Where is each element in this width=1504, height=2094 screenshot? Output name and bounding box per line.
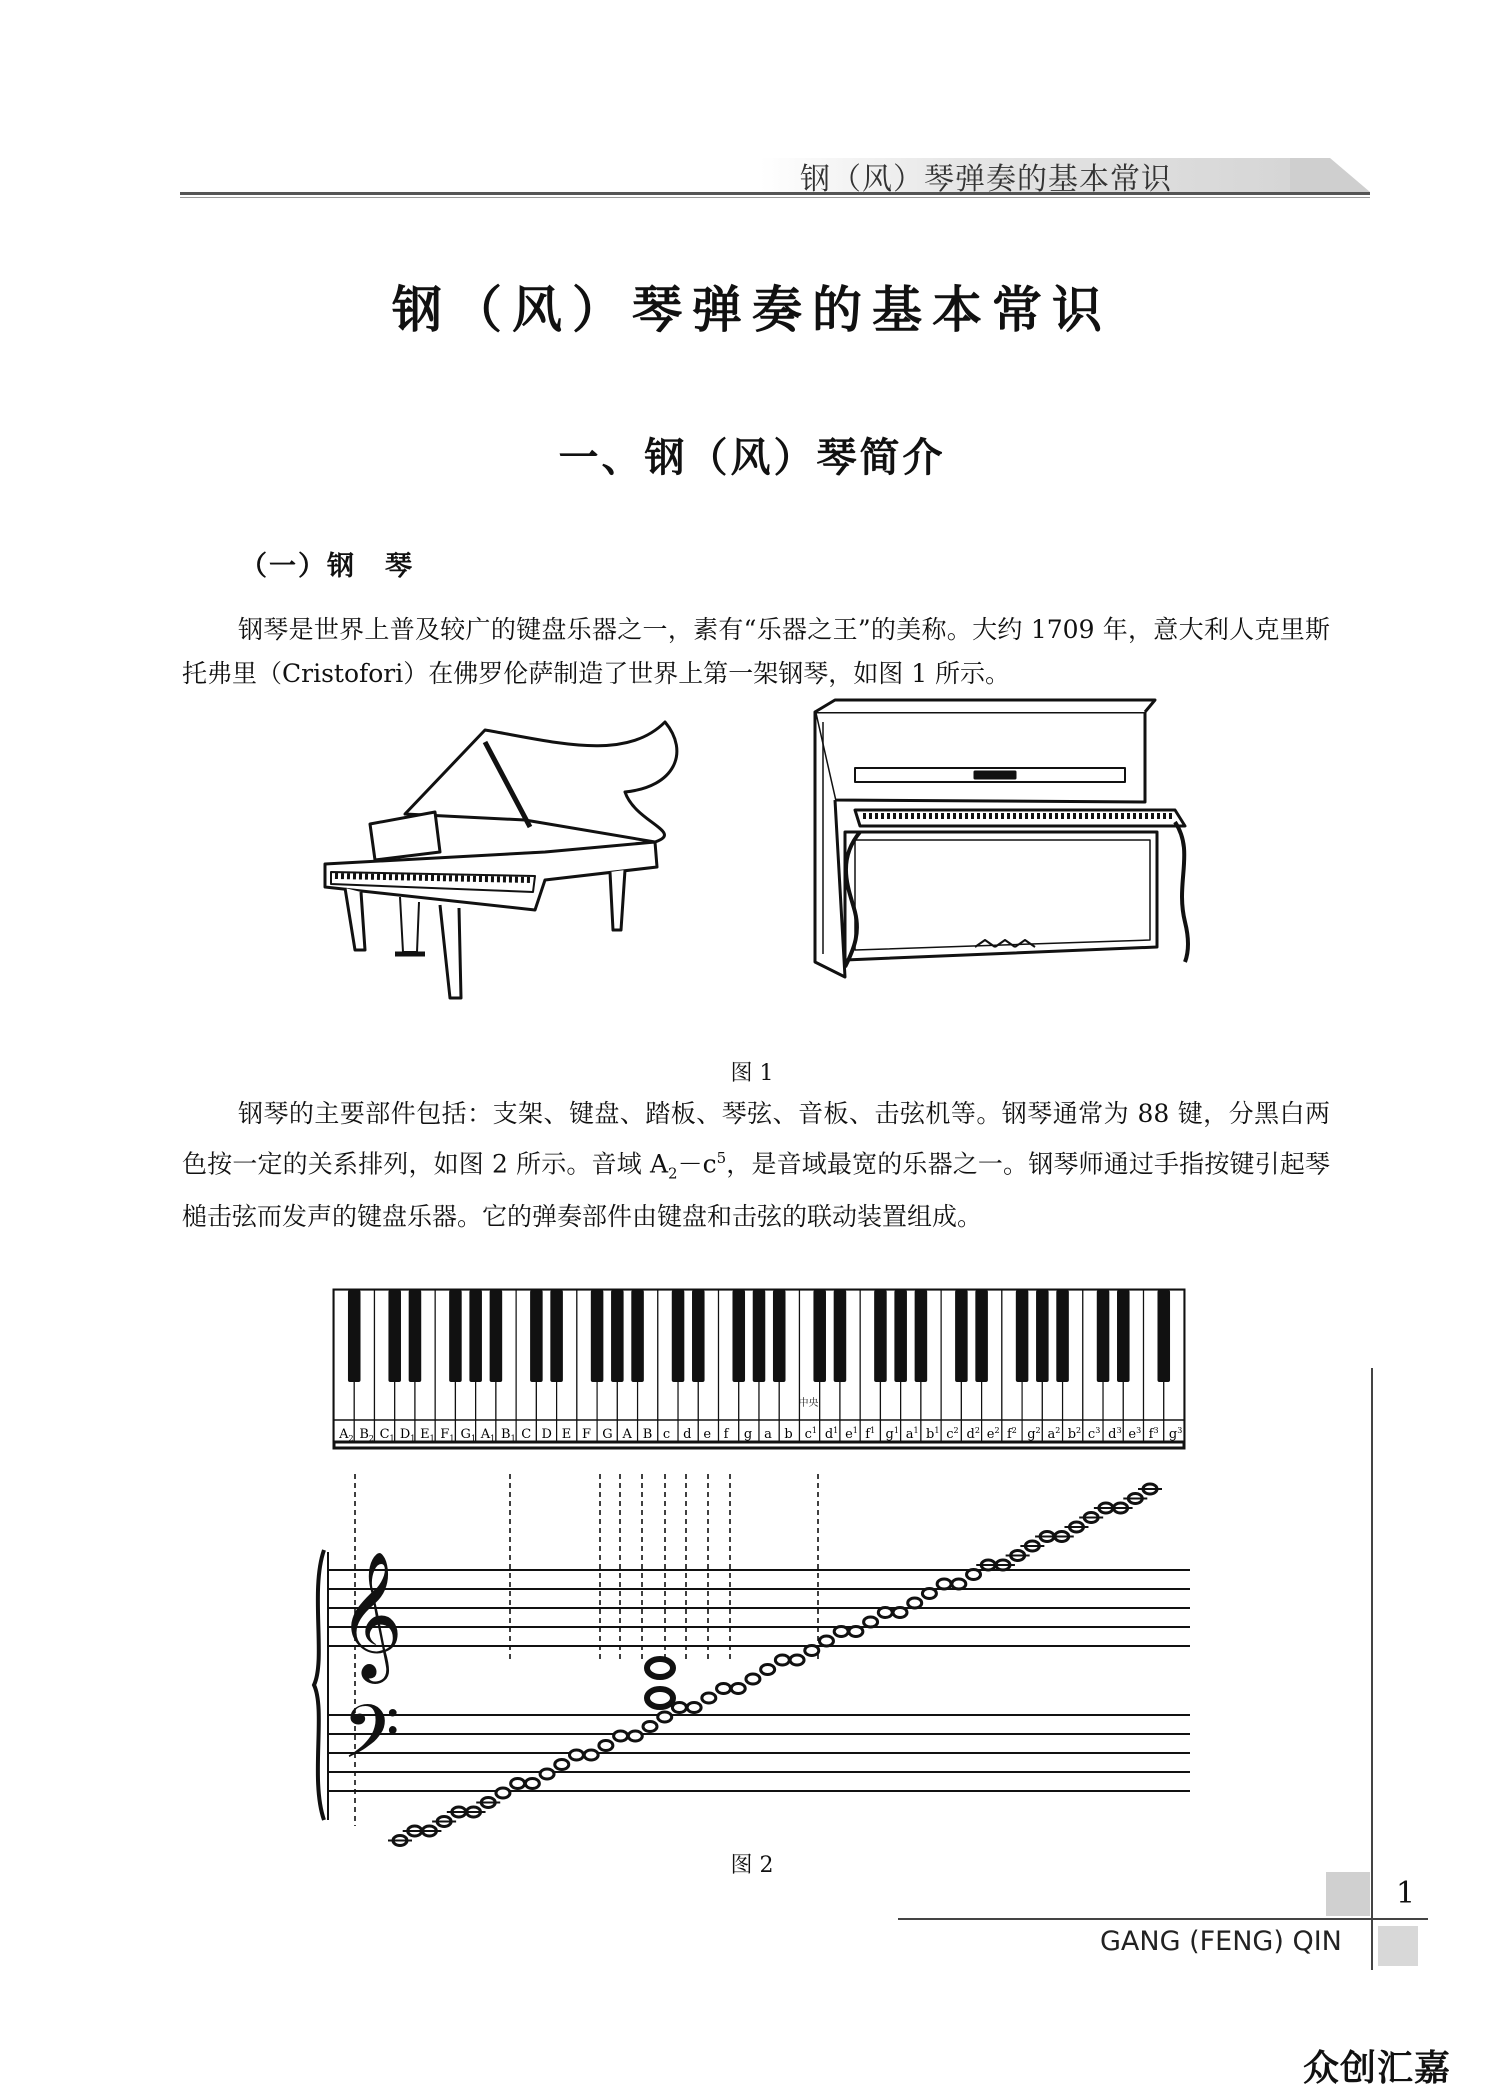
key-label: $d^1$ — [824, 1426, 839, 1442]
black-key — [631, 1290, 644, 1382]
whole-note — [511, 1779, 525, 1789]
key-label: g — [743, 1427, 753, 1442]
key-label: $B_2$ — [359, 1427, 375, 1443]
key-label: D — [541, 1427, 552, 1442]
black-key — [1117, 1290, 1130, 1382]
black-key — [753, 1290, 766, 1382]
middle-c-note — [647, 1689, 673, 1707]
black-key — [813, 1290, 826, 1382]
paragraph-intro: 钢琴是世界上普及较广的键盘乐器之一，素有“乐器之王”的美称。大约 1709 年，意大利人克里斯托弗里（Cristofori）在佛罗伦萨制造了世界上第一架钢琴，如图 1 所示。 — [182, 615, 1330, 688]
black-key — [692, 1290, 705, 1382]
key-label: $f^1$ — [865, 1426, 876, 1442]
header-rule — [180, 192, 1370, 195]
key-label: $C_1$ — [379, 1427, 395, 1443]
key-label: c — [662, 1427, 671, 1442]
whole-note — [643, 1722, 657, 1732]
whole-note — [672, 1703, 686, 1713]
key-label: $d^2$ — [966, 1426, 980, 1442]
whole-note — [746, 1674, 760, 1684]
key-label: $A_1$ — [480, 1427, 496, 1443]
whole-note — [819, 1636, 833, 1646]
key-label: $f^2$ — [1006, 1426, 1017, 1442]
footer-book-title: GANG (FENG) QIN — [1100, 1926, 1342, 1957]
black-key — [388, 1290, 401, 1382]
footer-rule — [898, 1918, 1428, 1920]
black-key — [1157, 1290, 1170, 1382]
key-label: f — [723, 1427, 729, 1442]
black-key — [894, 1290, 907, 1382]
page-number: 1 — [1396, 1876, 1416, 1911]
black-key — [469, 1290, 482, 1382]
whole-note — [790, 1655, 804, 1665]
whole-note — [805, 1646, 819, 1656]
footer-shade-box — [1326, 1872, 1370, 1916]
whole-note — [864, 1617, 878, 1627]
whole-note — [834, 1627, 848, 1637]
key-label: E — [561, 1427, 572, 1442]
whole-note — [878, 1608, 892, 1618]
whole-note — [584, 1750, 598, 1760]
whole-note — [922, 1589, 936, 1599]
watermark-text: 众创汇嘉 — [1303, 2048, 1452, 2089]
middle-c-note — [647, 1659, 673, 1677]
whole-note — [761, 1665, 775, 1675]
range-dash: －c — [677, 1149, 717, 1179]
paragraph-components-text-a: 钢琴的主要部件包括：支架、键盘、踏板、琴弦、音板、击弦机等。钢琴通常为 88 键，分黑白两色按一定的关系排列，如图 2 所示。音域 A — [182, 1099, 1330, 1179]
whole-note — [687, 1703, 701, 1713]
figure-2-caption: 图 2 — [730, 1853, 774, 1878]
key-label: e — [703, 1427, 712, 1442]
whole-note — [952, 1579, 966, 1589]
whole-note — [496, 1788, 510, 1798]
footer-shade-box-lower — [1378, 1926, 1418, 1966]
key-label: $A_2$ — [339, 1427, 354, 1443]
key-label: $B_1$ — [501, 1427, 516, 1443]
key-label: $D_1$ — [399, 1427, 416, 1443]
middle-c-label: 中央 — [798, 1398, 819, 1409]
whole-note — [614, 1731, 628, 1741]
whole-note — [702, 1693, 716, 1703]
section-title: 一、钢（风）琴简介 — [558, 434, 946, 481]
key-label: $G_1$ — [460, 1427, 477, 1443]
black-key — [773, 1290, 786, 1382]
black-key — [732, 1290, 745, 1382]
paragraph-components-text-b: ，是音域最宽的乐器之一。钢琴师通过手指按键引起琴槌击弦而发声的键盘乐器。它的弹奏部件由键盘和击弦的联动装置组成。 — [182, 1149, 1330, 1232]
black-key — [409, 1290, 422, 1382]
whole-note — [849, 1627, 863, 1637]
whole-note — [731, 1684, 745, 1694]
black-key — [348, 1290, 361, 1382]
margin-vertical-rule — [1371, 1368, 1373, 1970]
black-key — [449, 1290, 462, 1382]
key-label: $E_1$ — [420, 1427, 435, 1443]
whole-note — [967, 1570, 981, 1580]
black-key — [530, 1290, 543, 1382]
key-label: G — [602, 1427, 613, 1442]
treble-clef-icon: 𝄞 — [338, 1550, 404, 1678]
key-label: $g^1$ — [885, 1426, 899, 1442]
whole-note — [555, 1760, 569, 1770]
black-key — [955, 1290, 968, 1382]
key-label: $b^1$ — [926, 1426, 940, 1442]
figure-1-pianos — [295, 692, 1215, 1052]
key-label: F — [581, 1427, 592, 1442]
whole-note — [908, 1598, 922, 1608]
key-label: d — [683, 1427, 692, 1442]
figure-2-keyboard — [334, 1290, 1184, 1450]
key-label: $g^3$ — [1168, 1426, 1183, 1442]
whole-note — [599, 1741, 613, 1751]
key-label: C — [521, 1427, 532, 1442]
chapter-title: 钢（风）琴弹奏的基本常识 — [392, 281, 1112, 339]
key-label: A — [622, 1427, 632, 1442]
key-label: $a^1$ — [905, 1426, 919, 1442]
running-header-wedge — [1290, 158, 1370, 192]
whole-note — [569, 1750, 583, 1760]
range-high-superscript: 5 — [716, 1149, 727, 1167]
key-label: $F_1$ — [440, 1427, 455, 1443]
whole-note — [628, 1731, 642, 1741]
black-key — [672, 1290, 685, 1382]
black-key — [1097, 1290, 1110, 1382]
whole-note — [717, 1684, 731, 1694]
black-key — [834, 1290, 847, 1382]
key-label: $c^3$ — [1087, 1426, 1101, 1442]
whole-note — [893, 1608, 907, 1618]
key-label: $d^3$ — [1108, 1426, 1122, 1442]
black-key — [975, 1290, 988, 1382]
key-label: b — [784, 1427, 793, 1442]
whole-note — [658, 1712, 672, 1722]
black-key — [874, 1290, 887, 1382]
whole-note — [937, 1579, 951, 1589]
whole-note — [525, 1779, 539, 1789]
black-key — [1016, 1290, 1029, 1382]
key-label: $f^3$ — [1148, 1426, 1159, 1442]
key-label: $g^2$ — [1027, 1426, 1041, 1442]
whole-note — [775, 1655, 789, 1665]
range-low-subscript: 2 — [668, 1164, 678, 1183]
header-rule-thin — [180, 197, 1370, 198]
grand-staff-brace — [314, 1550, 324, 1820]
bass-clef-icon: 𝄢 — [342, 1689, 400, 1794]
key-label: $c^2$ — [946, 1426, 959, 1442]
key-label: B — [642, 1427, 653, 1442]
black-key — [915, 1290, 928, 1382]
key-label: $a^2$ — [1047, 1426, 1061, 1442]
black-key — [1056, 1290, 1069, 1382]
key-label: $e^2$ — [986, 1426, 1000, 1442]
black-key — [1036, 1290, 1049, 1382]
figure-2-grand-staff — [310, 1470, 1210, 1850]
key-label: $c^1$ — [804, 1426, 817, 1442]
grand-piano-illustration — [325, 722, 677, 998]
black-key — [550, 1290, 563, 1382]
black-key — [611, 1290, 624, 1382]
upright-piano-illustration — [815, 700, 1188, 977]
black-key — [591, 1290, 604, 1382]
subsection-title: （一）钢 琴 — [240, 551, 414, 582]
whole-note — [540, 1769, 554, 1779]
running-header-title: 钢（风）琴弹奏的基本常识 — [800, 162, 1172, 197]
key-label: a — [764, 1427, 772, 1442]
figure-1-caption: 图 1 — [730, 1061, 774, 1086]
black-key — [490, 1290, 503, 1382]
paragraph-components — [182, 1092, 1330, 1239]
key-label: $e^3$ — [1128, 1426, 1142, 1442]
key-label: $b^2$ — [1067, 1426, 1082, 1442]
key-label: $e^1$ — [845, 1426, 858, 1442]
